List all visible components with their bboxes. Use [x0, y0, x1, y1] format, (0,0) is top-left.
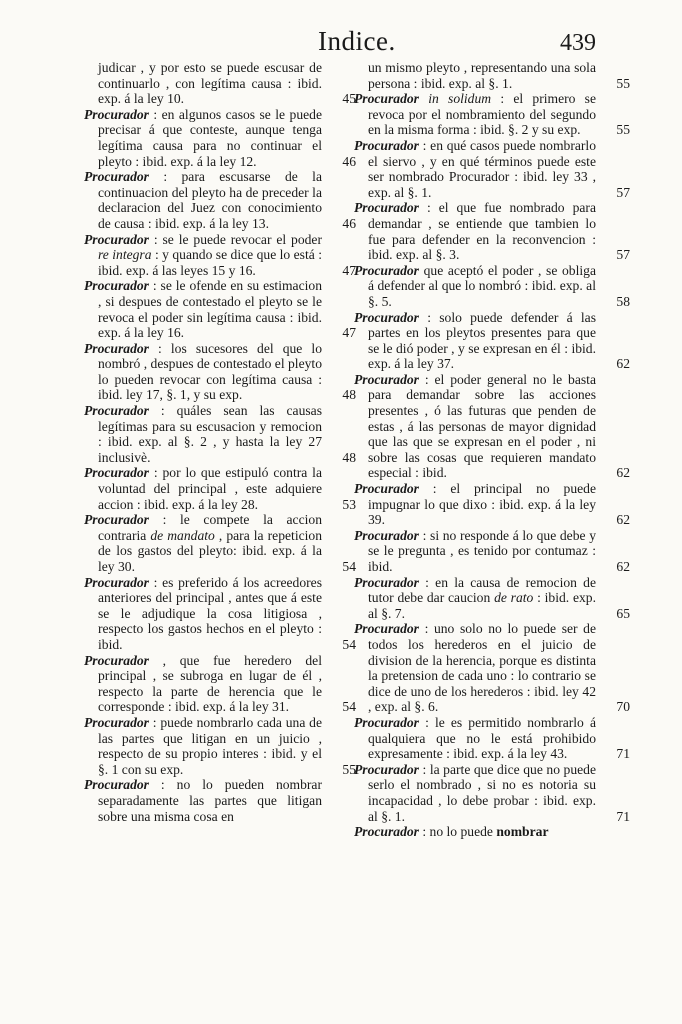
entry-page-reference: 70 — [616, 699, 630, 715]
entry-text: : la parte que dice que no puede serlo el nombrado , si no es notoria su incapacidad , lo debe probar : ibid. exp. al §. 1. — [368, 761, 596, 824]
entry-keyword: Procurador — [354, 309, 419, 325]
entry-keyword: Procurador — [84, 278, 149, 294]
running-head — [0, 26, 682, 58]
entry-page-reference: 65 — [616, 605, 630, 621]
index-entry — [354, 60, 630, 91]
entry-page-reference: 47 — [342, 325, 356, 341]
entry-italic-term: re integra — [98, 247, 152, 263]
entry-page-reference: 62 — [616, 512, 630, 528]
page-number: 439 — [560, 30, 596, 56]
entry-page-reference: 46 — [342, 153, 356, 169]
entry-keyword: Procurador — [354, 527, 419, 543]
entry-keyword: Procurador — [84, 714, 149, 730]
entry-keyword: Procurador — [84, 512, 149, 528]
entry-page-reference: 54 — [342, 559, 356, 574]
entry-bold-term: nombrar — [496, 824, 549, 840]
entry-text-continued: : el primero se revoca por el nombramiento del segundo en la misma forma : ibid. §. 2 y su exp. — [368, 91, 596, 138]
index-entry — [354, 762, 630, 824]
entry-text: : es preferido á los acreedores anteriores del principal , antes que á este se le adjudique la cosa litigiosa , respecto los gastos hechos en el pleyto : ibid. — [98, 574, 322, 652]
entry-keyword: Procurador — [354, 262, 419, 278]
entry-page-reference: 71 — [616, 746, 630, 762]
entry-keyword: Procurador — [84, 340, 149, 356]
entry-text: , que fue heredero del principal , se subroga en lugar de él , respecto la parte de herencia que le corresponde : ibid. exp. á la ley 31. — [98, 652, 322, 715]
entry-keyword: Procurador — [84, 231, 149, 247]
index-entry — [84, 278, 356, 340]
index-entry — [84, 575, 356, 653]
entry-text: : el que fue nombrado para demandar , se entiende que tambien lo fue para defender en la reconvencion : ibid. exp. al §. 3. — [368, 200, 596, 263]
entry-text: judicar , y por esto se puede escusar de continuarlo , con legítima causa : ibid. exp. á la ley 10. — [98, 60, 322, 107]
page-title: Indice. — [318, 26, 396, 56]
index-entry — [84, 232, 356, 279]
entry-page-reference: 46 — [342, 215, 356, 231]
entry-text: : se le ofende en su estimacion , si despues de contestado el pleyto se le revoca el poder sin legítima causa : ibid. exp. á la ley 16. — [98, 278, 322, 341]
index-entry — [354, 91, 630, 138]
index-entry — [84, 107, 356, 169]
index-entry — [84, 512, 356, 574]
index-entry — [354, 621, 630, 715]
entry-text: : por lo que estipuló contra la voluntad del principal , este adquiere accion : ibid. exp. á la ley 28. — [98, 465, 322, 512]
entry-text: : para escusarse de la continuacion del pleyto ha de preceder la declaracion del Juez con conocimiento de causa : ibid. exp. á la ley 13. — [98, 169, 322, 231]
entry-keyword: Procurador — [84, 106, 149, 122]
entry-page-reference: 53 — [342, 496, 356, 512]
entry-page-reference: 55 — [342, 761, 356, 777]
index-entry — [84, 465, 356, 512]
index-entry — [84, 403, 356, 465]
index-entry — [354, 575, 630, 622]
entry-page-reference: 48 — [342, 387, 356, 403]
entry-text: : en qué casos puede nombrarlo el siervo , y en qué términos puede este ser nombrado Procurador : ibid. ley 33 , exp. al §. 1. — [368, 137, 596, 200]
entry-page-reference: 48 — [342, 449, 356, 465]
entry-text: : los sucesores del que lo nombró , despues de contestado el pleyto lo pueden revocar con legítima causa : ibid. ley 17, §. 1, y su exp. — [98, 340, 322, 403]
index-entry — [84, 777, 356, 824]
entry-keyword: Procurador — [84, 465, 149, 481]
index-entry — [354, 310, 630, 372]
entry-keyword: Procurador — [354, 137, 419, 153]
index-entry — [84, 341, 356, 403]
entry-text: que aceptó el poder , se obliga á defender al que lo nombró : ibid. exp. al §. 5. — [368, 262, 596, 309]
entry-keyword: Procurador — [354, 481, 419, 497]
entry-page-reference: 71 — [616, 808, 630, 824]
entry-text: un mismo pleyto , representando una sola persona : ibid. exp. al §. 1. — [368, 60, 596, 91]
entry-keyword: Procurador — [354, 621, 419, 637]
entry-keyword: Procurador — [84, 777, 149, 793]
index-entry — [354, 824, 630, 840]
index-entry — [354, 715, 630, 762]
entry-text: : le compete la accion contraria — [98, 512, 322, 543]
entry-italic-term: de mandato — [150, 527, 215, 543]
entry-page-reference: 58 — [616, 293, 630, 309]
entry-keyword: Procurador — [84, 652, 149, 668]
index-entry — [354, 481, 630, 528]
index-entry — [354, 263, 630, 310]
entry-text: : en algunos casos se le puede precisar á que conteste, aunque tenga legítima causa para no continuar el pleyto : ibid. exp. á la ley 12. — [98, 106, 322, 169]
entry-keyword: Procurador — [354, 200, 419, 216]
entry-page-reference: 62 — [616, 559, 630, 574]
entry-page-reference: 62 — [616, 356, 630, 372]
entry-text — [419, 91, 428, 106]
index-entry — [84, 60, 356, 107]
entry-text: : le es permitido nombrarlo á qualquiera que no le está prohibido expresamente : ibid. exp. á la ley 43. — [368, 714, 596, 762]
entry-keyword: Procurador — [354, 824, 419, 840]
entry-page-reference: 55 — [616, 75, 630, 91]
entry-page-reference: 54 — [342, 636, 356, 652]
entry-page-reference: 54 — [342, 699, 356, 715]
entry-keyword: Procurador — [354, 91, 419, 107]
index-entry — [354, 200, 630, 262]
entry-page-reference: 57 — [616, 247, 630, 263]
entry-page-reference: 57 — [616, 184, 630, 200]
entry-text: : uno solo no lo puede ser de todos los herederos en el juicio de division de la herencia, porque es distinta la pretension de cada uno : lo contrario se dice de uno de los herederos : ibid. ley 42 , exp. al §. 6. — [368, 621, 596, 715]
entry-text: : se le puede revocar el poder — [148, 231, 322, 247]
index-entry — [354, 138, 630, 200]
entry-text-continued: , para la repeticion de los gastos del pleyto: ibid. exp. á la ley 30. — [98, 527, 322, 574]
index-entry — [354, 372, 630, 481]
entry-page-reference: 47 — [342, 262, 356, 278]
entry-text: : no lo pueden nombrar separadamente las partes que litigan sobre una misma cosa en — [98, 777, 322, 824]
entry-text-continued: : ibid. exp. al §. 7. — [368, 590, 596, 621]
entry-text: : no lo puede — [418, 824, 497, 840]
index-entry — [84, 715, 356, 777]
entry-keyword: Procurador — [84, 169, 149, 185]
entry-text-continued: : y quando se dice que lo está : ibid. exp. á las leyes 15 y 16. — [98, 247, 322, 278]
index-entry — [354, 528, 630, 575]
entry-keyword: Procurador — [354, 761, 419, 777]
entry-text: : quáles sean las causas legítimas para su escusacion y remocion : ibid. exp. al §. 2 , y hasta la ley 27 inclusivè. — [98, 403, 322, 465]
entry-keyword: Procurador — [84, 403, 149, 419]
entry-page-reference: 45 — [342, 91, 356, 107]
entry-page-reference: 62 — [616, 465, 630, 481]
entry-text: : en la causa de remocion de tutor debe dar caucion — [368, 574, 596, 606]
left-column — [84, 60, 356, 824]
entry-text: : si no responde á lo que debe y se le pregunta , es tenido por contumaz : ibid. — [368, 527, 596, 574]
index-entry — [84, 653, 356, 715]
entry-keyword: Procurador — [354, 574, 419, 590]
entry-keyword: Procurador — [84, 574, 149, 590]
entry-keyword: Procurador — [354, 714, 419, 730]
right-column — [354, 60, 630, 840]
entry-page-reference: 55 — [616, 122, 630, 138]
index-entry — [84, 169, 356, 231]
entry-text: : puede nombrarlo cada una de las partes que litigan en un juicio , respecto de su propio interes : ibid. y el §. 1 con su exp. — [98, 714, 322, 777]
entry-keyword: Procurador — [354, 371, 419, 387]
entry-text: : solo puede defender á las partes en los pleytos presentes para que se le dió poder , y se expresan en él : ibid. exp. á la ley 37. — [368, 309, 596, 372]
entry-text: : el poder general no le basta para demandar sobre las acciones presentes , ó las futuras que penden de estas , á las personas de mayor dignidad que las que se expresan en el poder , ni sobre las cosas que requieren mandato especial : ibid. — [368, 371, 596, 481]
entry-italic-term: de rato — [494, 590, 534, 606]
entry-text: : el principal no puede impugnar lo que dixo : ibid. exp. á la ley 39. — [368, 481, 596, 528]
entry-italic-term: in solidum — [428, 91, 492, 107]
